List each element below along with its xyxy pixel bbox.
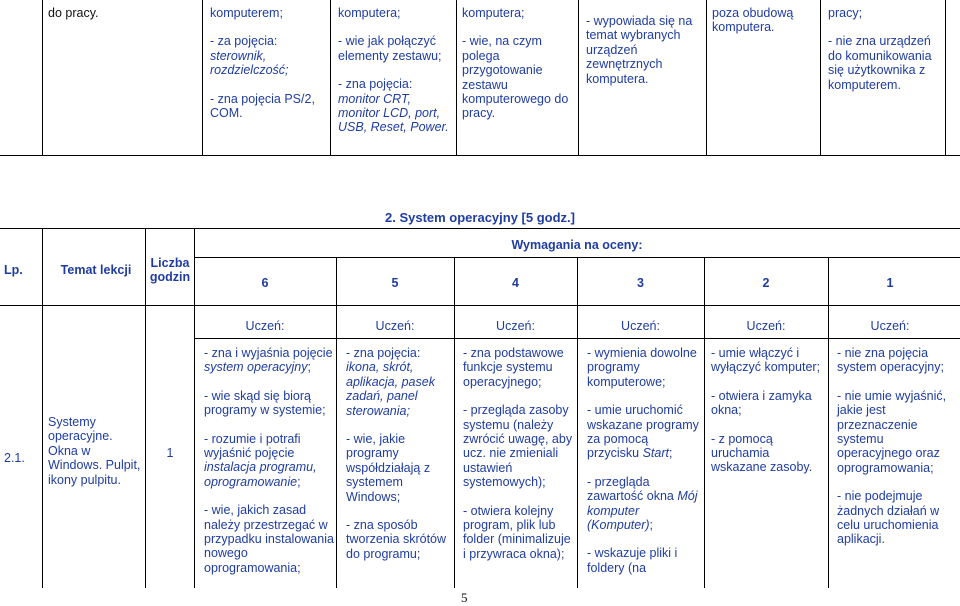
top-cell-2: komputera; - wie jak połączyć elementy zestawu; - zna pojęcia: monitor CRT, monitor LCD, port, USB, Reset, Power.	[338, 6, 449, 135]
row-lp: 2.1.	[4, 451, 25, 465]
top-cell-1: komputerem; - za pojęcia: sterownik, rozdzielczość; - zna pojęcia PS/2, COM.	[210, 6, 315, 121]
uczen-label: Uczeń:	[621, 319, 660, 333]
req-grade-6: - zna i wyjaśnia pojęcie system operacyjny; - wie skąd się biorą programy w systemie; - rozumie i potrafi wyjaśnić pojęcie instalacja programu, oprogramowanie; - wie, jakich zasad należy przestrzegać w przypadku instalowania nowego oprogramowania;	[204, 346, 334, 575]
grid-line	[330, 0, 331, 155]
uczen-label: Uczeń:	[746, 319, 786, 333]
grade-2: 2	[762, 276, 770, 290]
uczen-label: Uczeń:	[375, 319, 415, 333]
grid-line	[820, 0, 821, 155]
grid-line	[578, 0, 579, 155]
grid-line	[577, 257, 578, 588]
header-wymagania: Wymagania na oceny:	[511, 238, 643, 252]
grade-6: 6	[261, 276, 269, 290]
grid-line	[704, 257, 705, 588]
grid-line	[42, 228, 43, 588]
top-cell-4: - wypowiada się na temat wybranych urządzeń zewnętrznych komputera.	[586, 14, 693, 86]
page-number: 5	[461, 590, 468, 605]
uczen-label: Uczeń:	[496, 319, 535, 333]
top-cell-3: komputera; - wie, na czym polega przygotowanie zestawu komputerowego do pracy.	[462, 6, 569, 121]
header-lp: Lp.	[4, 263, 23, 277]
grid-line	[145, 228, 146, 588]
grid-line	[336, 257, 337, 588]
grid-line	[42, 0, 43, 155]
section-title: 2. System operacyjny [5 godz.]	[384, 210, 575, 225]
row-godzin: 1	[166, 446, 174, 460]
req-grade-4: - zna podstawowe funkcje systemu operacyjnego; - przegląda zasoby systemu (należy zwrócić uwagę, aby ucz. nie zmieniali ustawień systemowych); - otwiera kolejny program, plik lub folder (minimalizuje i przywraca okna);	[463, 346, 573, 561]
top-cell-5: poza obudową komputera.	[712, 6, 794, 35]
grid-line	[828, 257, 829, 588]
header-temat: Temat lekcji	[60, 263, 132, 277]
req-grade-3: - wymienia dowolne programy komputerowe; - umie uruchomić wskazane programy za pomocą przycisku Start; - przegląda zawartość okna Mój komputer (Komputer); - wskazuje pliki i foldery (na	[587, 346, 699, 575]
header-liczba: Liczba godzin	[149, 256, 191, 285]
req-grade-5: - zna pojęcia: ikona, skrót, aplikacja, pasek zadań, panel sterowania; - wie, jakie programy współdziałają z systemem Windows; - zna sposób tworzenia skrótów do programu;	[346, 346, 447, 561]
grid-line	[706, 0, 707, 155]
grade-4: 4	[512, 276, 519, 290]
uczen-label: Uczeń:	[870, 319, 910, 333]
grade-3: 3	[637, 276, 644, 290]
grade-1: 1	[886, 276, 894, 290]
grid-line	[454, 257, 455, 588]
top-cell-0: do pracy.	[48, 6, 99, 20]
req-grade-1: - nie zna pojęcia system operacyjny; - nie umie wyjaśnić, jakie jest przeznaczenie systemu operacyjnego oraz oprogramowania; - nie podejmuje żadnych działań w celu uruchomienia aplikacji.	[837, 346, 947, 547]
uczen-label: Uczeń:	[245, 319, 285, 333]
req-grade-2: - umie włączyć i wyłączyć komputer; - otwiera i zamyka okna; - z pomocą uruchamia wskazane zasoby.	[711, 346, 821, 475]
top-cell-6: pracy; - nie zna urządzeń do komunikowania się użytkownika z komputerem.	[828, 6, 932, 92]
grid-line	[945, 0, 946, 155]
grade-5: 5	[391, 276, 399, 290]
grid-line	[0, 305, 960, 306]
grid-line	[0, 228, 960, 229]
grid-line	[202, 0, 203, 155]
grid-line	[0, 155, 960, 156]
row-temat: Systemy operacyjne. Okna w Windows. Pulpit, ikony pulpitu.	[48, 415, 141, 487]
grid-line	[456, 0, 457, 155]
